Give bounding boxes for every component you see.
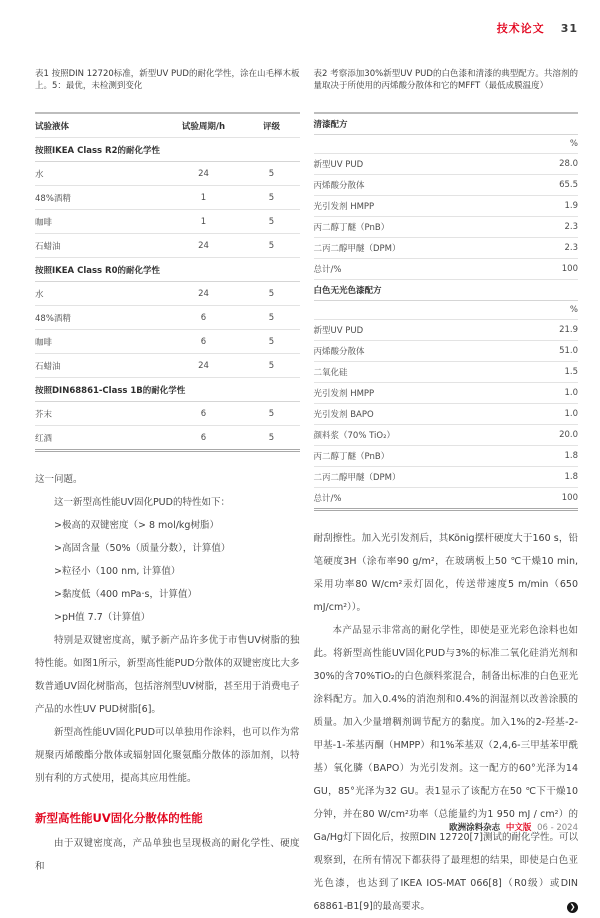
paragraph: 新型高性能UV固化PUD可以单独用作涂料，也可以作为常规聚丙烯酸酯分散体或辐射固化聚氨酯分散体的添加剂，以特别有利的方式使用，提高其应用性能。 bbox=[35, 727, 300, 784]
page-footer bbox=[449, 821, 578, 833]
table2-unit-row bbox=[314, 301, 579, 320]
table1-col-rating: 评级 bbox=[244, 113, 300, 138]
table-row: 咖啡 1 5 bbox=[35, 210, 300, 234]
page-content bbox=[35, 68, 578, 918]
table-row: 光引发剂 HMPP 1.9 bbox=[314, 196, 579, 217]
table1-col-period: 试验周期/h bbox=[164, 113, 244, 138]
table2-section-title: 清漆配方 bbox=[314, 113, 579, 135]
table1-col-liquid: 试验液体 bbox=[35, 113, 164, 138]
table-row-total: 总计/% 100 bbox=[314, 488, 579, 510]
unit-label: % bbox=[528, 301, 578, 320]
paragraph: 特别是双键密度高，赋予新产品许多优于市售UV树脂的独特性能。如图1所示，新型高性能PUD分散体的双键密度比大多数普通UV固化树脂高，包括溶剂型UV树脂，甚至用于消费电子产品的水性UV PUD树脂[6]。 bbox=[35, 635, 300, 715]
table1 bbox=[35, 112, 300, 452]
table-row: 丙二醇丁醚（PnB） 2.3 bbox=[314, 217, 579, 238]
table1-section-title: 按照IKEA Class R0的耐化学性 bbox=[35, 258, 300, 282]
table-row: 二氧化硅 1.5 bbox=[314, 362, 579, 383]
paragraph: 由于双键密度高，产品单独也呈现极高的耐化学性、硬度和 bbox=[35, 838, 300, 872]
table-row: 石蜡油 24 5 bbox=[35, 354, 300, 378]
table-row: 芥末 6 5 bbox=[35, 402, 300, 426]
table2-section-title: 白色无光色漆配方 bbox=[314, 280, 579, 301]
section-heading: 新型高性能UV固化分散体的性能 bbox=[35, 811, 203, 825]
list-item: >极高的双键密度（> 8 mol/kg树脂） bbox=[54, 520, 219, 531]
table-row: 新型UV PUD 21.9 bbox=[314, 320, 579, 341]
table2-unit-row bbox=[314, 135, 579, 154]
page-header bbox=[497, 20, 578, 36]
right-column bbox=[314, 68, 579, 918]
table-row: 红酒 6 5 bbox=[35, 426, 300, 451]
table1-section-title: 按照IKEA Class R2的耐化学性 bbox=[35, 138, 300, 162]
table2 bbox=[314, 112, 579, 511]
table-row: 光引发剂 BAPO 1.0 bbox=[314, 404, 579, 425]
page-number: 31 bbox=[560, 22, 578, 35]
table-row: 48%酒精 6 5 bbox=[35, 306, 300, 330]
table-row: 新型UV PUD 28.0 bbox=[314, 154, 579, 175]
feature-bullet-list bbox=[35, 514, 300, 629]
table2-caption: 表2 考察添加30%新型UV PUD的白色漆和清漆的典型配方。共溶剂的量取决于所使用的丙烯酸分散体和它的MFFT（最低成膜温度） bbox=[313, 69, 578, 91]
list-item: >pH值 7.7（计算值） bbox=[54, 612, 151, 623]
paragraph: 耐刮擦性。加入光引发剂后，其König摆杆硬度大于160 s，铅笔硬度3H（涂布率90 g/m²，在玻璃板上50 ℃干燥10 min, 采用功率80 W/cm²汞灯固化，传送带速度5 m/min（650 mJ/cm²））。 bbox=[313, 533, 578, 613]
left-column-body bbox=[35, 468, 300, 878]
list-item: >高固含量（50%（质量分数），计算值） bbox=[54, 543, 231, 554]
paragraph-text: 本产品显示非常高的耐化学性，即使是亚光彩色涂料也如此。将新型高性能UV固化PUD与3%的标准二氧化硅消光剂和30%的含70%TiO₂的白色颜料浆混合，制备出标准的白色亚光涂料配方。加入0.4%的消泡剂和0.4%的润湿剂以改善涂膜的质量。加入少量增稠剂调节配方的黏度。加入1%的2-羟基-2-甲基-1-苯基丙酮（HMPP）和1%苯基双（2,4,6-三甲基苯甲酰基）氧化膦（BAPO）为光引发剂。这一配方的60°光泽为14 GU，85°光泽为32 GU。表1显示了该配方在50 ℃下干燥10分钟，并在80 W/cm²功率（总能量约为1 950 mJ / cm²）的Ga/Hg灯下固化后，按照DIN 12720[7]测试的耐化学性。可以观察到，在所有情况下都获得了最理想的结果，即使是白色亚光色漆，也达到了IKEA IOS-MAT 066[8]（R0级）或DIN 68861-B1[9]的最高要求。 bbox=[313, 625, 578, 912]
table-row: 咖啡 6 5 bbox=[35, 330, 300, 354]
table-row: 二丙二醇甲醚（DPM） 1.8 bbox=[314, 467, 579, 488]
table-row: 水 24 5 bbox=[35, 282, 300, 306]
table1-header-row bbox=[35, 113, 300, 138]
table-row: 二丙二醇甲醚（DPM） 2.3 bbox=[314, 238, 579, 259]
table1-section-title: 按照DIN68861-Class 1B的耐化学性 bbox=[35, 378, 300, 402]
paragraph: 这一新型高性能UV固化PUD的特性如下： bbox=[54, 497, 230, 508]
left-column bbox=[35, 68, 300, 918]
table-row: 丙烯酸分散体 51.0 bbox=[314, 341, 579, 362]
journal-issue: 06 - 2024 bbox=[537, 823, 578, 833]
table-row: 丙烯酸分散体 65.5 bbox=[314, 175, 579, 196]
list-item: >黏度低（400 mPa·s，计算值） bbox=[54, 589, 197, 600]
table-row-total: 总计/% 100 bbox=[314, 259, 579, 280]
list-item: >粒径小（100 nm, 计算值） bbox=[54, 566, 181, 577]
journal-edition: 中文版 bbox=[505, 823, 532, 833]
table-row: 丙二醇丁醚（PnB） 1.8 bbox=[314, 446, 579, 467]
unit-label: % bbox=[528, 135, 578, 154]
journal-name: 欧洲涂料杂志 bbox=[449, 823, 501, 833]
section-label: 技术论文 bbox=[496, 22, 545, 35]
table1-caption: 表1 按照DIN 12720标准，新型UV PUD的耐化学性，涂在山毛榉木板上。5：最优，未检测到变化 bbox=[35, 69, 300, 91]
table-row: 石蜡油 24 5 bbox=[35, 234, 300, 258]
table-row: 颜料浆（70% TiO₂） 20.0 bbox=[314, 425, 579, 446]
right-column-body bbox=[314, 527, 579, 918]
paragraph: 这一问题。 bbox=[35, 474, 83, 485]
end-of-article-icon: ❯ bbox=[567, 902, 578, 913]
table-row: 水 24 5 bbox=[35, 162, 300, 186]
table-row: 光引发剂 HMPP 1.0 bbox=[314, 383, 579, 404]
paragraph bbox=[314, 619, 579, 918]
table-row: 48%酒精 1 5 bbox=[35, 186, 300, 210]
